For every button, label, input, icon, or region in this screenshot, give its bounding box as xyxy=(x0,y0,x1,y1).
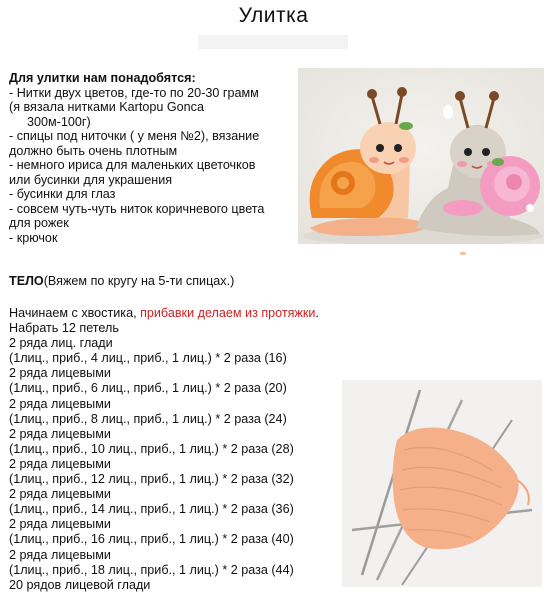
materials-line: - Нитки двух цветов, где-то по 20-30 грамм xyxy=(9,85,259,100)
pattern-line: 2 ряда лицевыми xyxy=(9,426,111,441)
pattern-line: (1лиц., приб., 6 лиц., приб., 1 лиц.) * 2 раза (20) xyxy=(9,381,287,396)
materials-heading: Для улитки нам понадобятся: xyxy=(9,71,196,85)
body-heading-rest: (Вяжем по кругу на 5-ти спицах.) xyxy=(43,274,235,288)
pattern-line: (1лиц., приб., 18 лиц., приб., 1 лиц.) * 2 раза (44) xyxy=(9,562,294,577)
pattern-line: (1лиц., приб., 14 лиц., приб., 1 лиц.) * 2 раза (36) xyxy=(9,502,294,517)
page-title: Улитка xyxy=(238,4,309,27)
title-underline-bar xyxy=(198,35,348,49)
pattern-line: 2 ряда лицевыми xyxy=(9,456,111,471)
pattern-line: 2 ряда лицевыми xyxy=(9,366,111,381)
pattern-line: 2 ряда лиц. глади xyxy=(9,336,113,351)
pattern-block xyxy=(9,306,349,593)
snails-photo xyxy=(298,68,544,244)
materials-line: 300м-100г) xyxy=(27,114,91,129)
pattern-line: Набрать 12 петель xyxy=(9,321,119,336)
materials-line: (я вязала нитками Kartopu Gonca xyxy=(9,100,204,114)
pattern-line: (1лиц., приб., 8 лиц., приб., 1 лиц.) * 2 раза (24) xyxy=(9,411,287,426)
pattern-line: (1лиц., приб., 12 лиц., приб., 1 лиц.) * 2 раза (32) xyxy=(9,472,294,487)
materials-line: - спицы под ниточки ( у меня №2), вязание xyxy=(9,129,260,143)
pattern-line: 2 ряда лицевыми xyxy=(9,547,111,562)
pattern-line: 2 ряда лицевыми xyxy=(9,487,111,502)
knitting-needles-photo xyxy=(342,380,542,587)
body-section-heading xyxy=(9,274,234,289)
pattern-line: (1лиц., приб., 4 лиц., приб., 1 лиц.) * 2 раза (16) xyxy=(9,351,287,366)
materials-line: - совсем чуть-чуть ниток коричневого цвета xyxy=(9,201,265,216)
materials-line: - крючок xyxy=(9,230,58,245)
pattern-line: (1лиц., приб., 10 лиц., приб., 1 лиц.) * 2 раза (28) xyxy=(9,441,294,456)
materials-block xyxy=(9,71,309,245)
pattern-line: 2 ряда лицевыми xyxy=(9,396,111,411)
materials-line: должно быть очень плотным xyxy=(9,143,178,158)
accent-mark xyxy=(460,252,466,255)
pattern-intro xyxy=(9,306,349,321)
materials-line: - немного ириса для маленьких цветочков xyxy=(9,158,256,172)
pattern-intro-text: Начинаем с хвостика, xyxy=(9,306,141,320)
pattern-line: 20 рядов лицевой глади xyxy=(9,577,151,592)
body-heading-bold: ТЕЛО xyxy=(9,274,44,288)
pattern-intro-end: . xyxy=(315,306,319,320)
materials-line: или бусинки для украшения xyxy=(9,172,173,187)
pattern-intro-highlight: прибавки делаем из протяжки xyxy=(140,306,316,320)
pattern-line: 2 ряда лицевыми xyxy=(9,517,111,532)
materials-line: - бусинки для глаз xyxy=(9,187,116,201)
pattern-line: (1лиц., приб., 16 лиц., приб., 1 лиц.) * 2 раза (40) xyxy=(9,532,294,547)
materials-line: для рожек xyxy=(9,216,69,230)
